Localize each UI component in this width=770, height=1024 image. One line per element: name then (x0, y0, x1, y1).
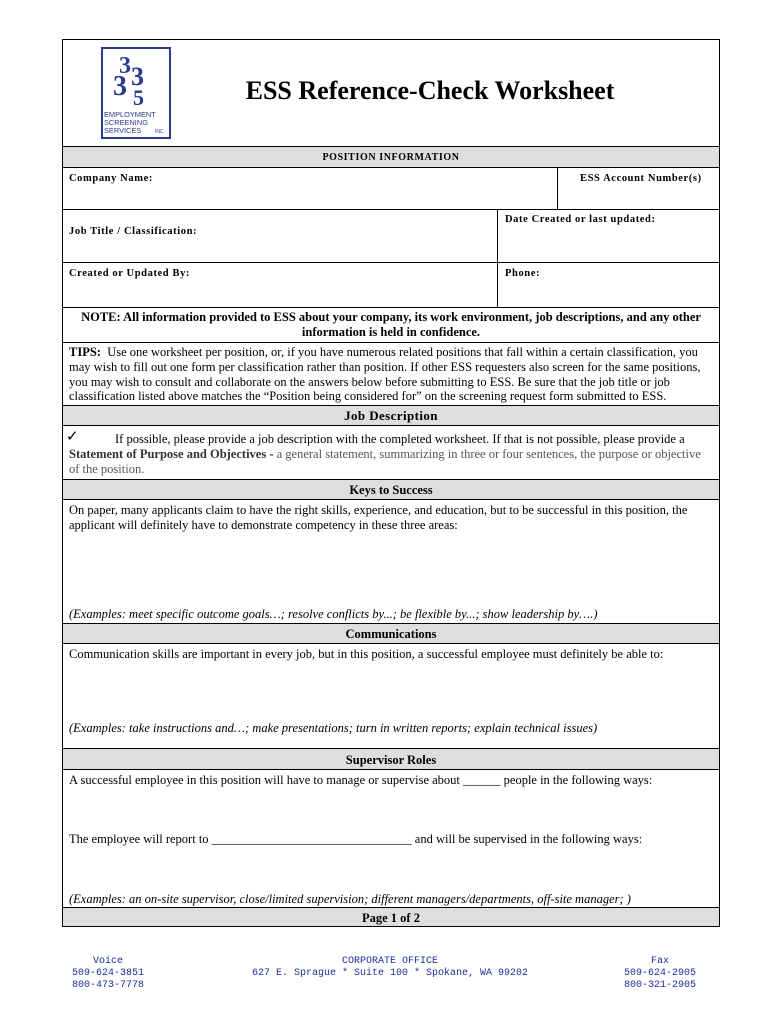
job-description-line: If possible, please provide a job description with the completed worksheet. If that is not possible, please provide a (115, 432, 685, 446)
keys-line: On paper, many applicants claim to have the right skills, experience, and education, but to be successful in this position, the (69, 503, 688, 517)
supervisor-examples: (Examples: an on-site supervisor, close/limited supervision; different managers/departments, off-site manager; ) (69, 892, 631, 906)
voice-label: Voice (92, 956, 123, 967)
tips-label: TIPS: (69, 345, 101, 359)
job-title-label: Job Title / Classification: (69, 226, 198, 237)
fax-number: 800-321-2905 (623, 980, 696, 991)
tips-line: Use one worksheet per position, or, if you have numerous related positions that fall within a certain classification, you (107, 345, 698, 359)
communications-examples: (Examples: take instructions and…; make presentations; turn in written reports; explain technical issues) (69, 721, 598, 735)
office-address: 627 E. Sprague * Suite 100 * Spokane, WA 99202 (251, 968, 529, 979)
section-heading-communications: Communications (345, 627, 437, 641)
logo-text-line: INC. (155, 129, 165, 135)
tips-line: classification listed above matches the “Position being considered for” on the screening request form submitted to ESS. (69, 389, 667, 404)
logo-text-line: SCREENING (104, 118, 148, 127)
fax-label: Fax (650, 956, 669, 967)
section-heading-keys-to-success: Keys to Success (349, 483, 433, 497)
voice-phone: 800-473-7778 (71, 980, 144, 991)
company-name-label: Company Name: (69, 173, 153, 184)
note-line: NOTE: All information provided to ESS about your company, its work environment, job descriptions, and any other (81, 310, 701, 324)
svg-text:5: 5 (133, 85, 144, 110)
date-updated-label: Date Created or last updated: (505, 214, 656, 225)
job-description-statement (69, 447, 719, 462)
keys-text (69, 503, 719, 533)
logo-text-line: EMPLOYMENT (104, 110, 156, 119)
section-heading-supervisor-roles: Supervisor Roles (345, 753, 437, 767)
page-number: Page 1 of 2 (362, 911, 420, 925)
supervisor-line: A successful employee in this position will have to manage or supervise about ______ people in the following ways: (69, 773, 653, 787)
account-number-label: ESS Account Number(s) (580, 173, 702, 184)
communications-line: Communication skills are important in every job, but in this position, a successful employee must definitely be able to: (69, 647, 664, 661)
section-heading-job-description: Job Description (344, 408, 438, 423)
keys-examples: (Examples: meet specific outcome goals…; resolve conflicts by...; be flexible by...; show leadership by….) (69, 607, 598, 621)
footer-corporate-office (230, 956, 550, 980)
keys-line: applicant will definitely have to demonstrate competency in these three areas: (69, 517, 458, 532)
fax-number: 509-624-2905 (623, 968, 696, 979)
phone-label: Phone: (505, 268, 541, 279)
statement-of-purpose-label: Statement of Purpose and Objectives - (69, 447, 274, 461)
section-heading-position-info: POSITION INFORMATION (322, 152, 460, 163)
supervisor-line: The employee will report to ________________________________ and will be supervised in the following ways: (69, 832, 643, 846)
tips-line: may wish to fill out one form per classification rather than position. If other ESS requesters also screen for the same positions, (69, 359, 701, 374)
created-by-label: Created or Updated By: (69, 268, 191, 279)
svg-text:3: 3 (119, 53, 131, 79)
note-line: information is held in confidence. (301, 325, 481, 339)
office-label: CORPORATE OFFICE (341, 956, 438, 967)
tips-block (69, 345, 719, 404)
svg-text:3: 3 (131, 62, 144, 91)
logo-text-line: SERVICES (104, 126, 142, 135)
footer-voice (62, 956, 154, 992)
confidentiality-note (63, 310, 719, 340)
footer-fax (612, 956, 708, 992)
page-title: ESS Reference-Check Worksheet (245, 76, 615, 105)
job-description-line: of the position. (69, 462, 145, 476)
ess-logo (101, 47, 171, 139)
svg-text:3: 3 (113, 71, 127, 102)
checkmark-icon: ✓ (66, 427, 79, 445)
tips-line: you may wish to consult and collaborate on the answers below before submitting to ESS. Be sure that the job title or job (69, 374, 670, 389)
voice-phone: 509-624-3851 (71, 968, 144, 979)
job-description-line: a general statement, summarizing in three or four sentences, the purpose or objective (273, 447, 701, 461)
